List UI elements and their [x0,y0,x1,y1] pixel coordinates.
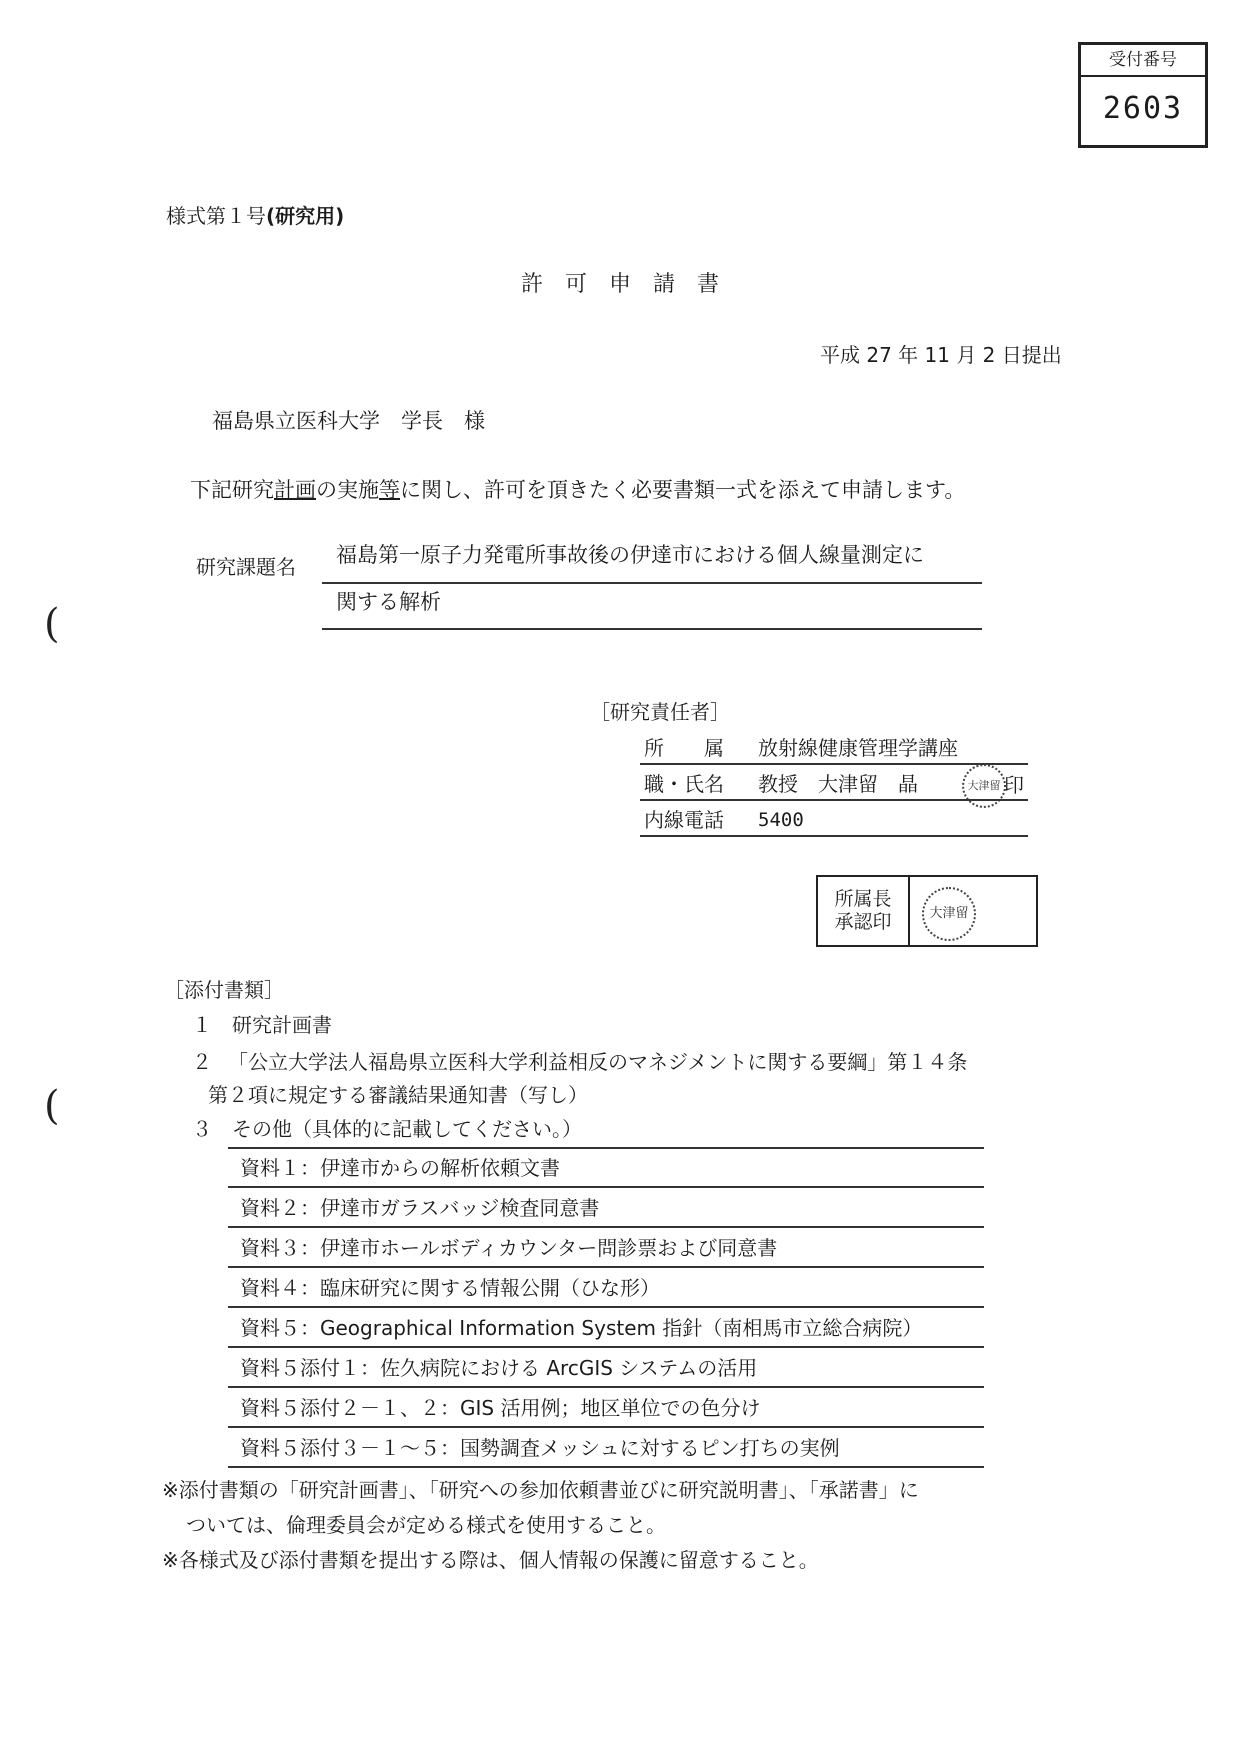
intro-plan: 計画 [274,478,316,502]
attachment-3-number: ３ [192,1117,212,1141]
other-attachment-text: 資料５添付１：佐久病院における ArcGIS システムの活用 [240,1356,758,1380]
research-title-line1: 福島第一原子力発電所事故後の伊達市における個人線量測定に [336,543,924,567]
other-attachment-row [228,1268,984,1308]
affiliation-value: 放射線健康管理学講座 [758,736,958,760]
phone-label: 内線電話 [644,808,724,832]
other-attachment-text: 資料２：伊達市ガラスバッジ検査同意書 [240,1196,600,1220]
affiliation-rule [640,763,1028,765]
attachment-2-line2: 第２項に規定する審議結果通知書（写し） [208,1083,588,1107]
other-attachment-text: 資料１：伊達市からの解析依頼文書 [240,1156,560,1180]
attachments-heading: ［添付書類］ [164,978,284,1002]
note-1-line2: ついては、倫理委員会が定める様式を使用すること。 [186,1513,666,1537]
attachment-3-text: その他（具体的に記載してください。） [232,1117,582,1141]
receipt-number: 2603 [1102,91,1184,126]
intro-before: 下記研究 [190,478,274,502]
document-title: 許 可 申 請 書 [520,272,719,297]
receipt-number-box [1078,42,1208,148]
addressee: 福島県立医科大学 学長 様 [212,409,485,433]
name-value: 教授 大津留 晶 [758,772,918,796]
phone-value: 5400 [758,809,804,831]
intro-after: に関し、許可を頂きたく必要書類一式を添えて申請します。 [400,478,966,502]
note-2: ※各様式及び添付書類を提出する際は、個人情報の保護に留意すること。 [162,1548,819,1572]
attachment-1-number: １ [192,1013,212,1037]
seal-char: 印 [1004,773,1024,797]
attachment-2-number: ２ [192,1050,212,1074]
phone-rule [640,835,1028,837]
approval-label-line1: 所属長 [834,888,892,911]
other-attachment-text: 資料５添付３－１～５：国勢調査メッシュに対するピン打ちの実例 [240,1436,840,1460]
receipt-number-label: 受付番号 [1081,45,1205,77]
research-title-line2: 関する解析 [336,590,441,614]
punch-hole-mark: ( [44,1083,60,1129]
approval-label-line2: 承認印 [834,911,892,933]
form-id-type: (研究用) [266,204,345,228]
other-attachment-row [228,1308,984,1348]
intro-middle: の実施 [316,478,379,502]
intro-statement [190,478,965,503]
other-attachment-row [228,1188,984,1228]
other-attachment-text: 資料５添付２－１、２：GIS 活用例；地区単位での色分け [240,1396,761,1420]
other-attachment-text: 資料５：Geographical Information System 指針（南相馬市立総合病院） [240,1316,923,1340]
attachment-1-text: 研究計画書 [232,1013,332,1037]
research-title-rule-1 [322,582,982,584]
other-attachment-row [228,1388,984,1428]
attachment-2-line1: 「公立大学法人福島県立医科大学利益相反のマネジメントに関する要綱」第１４条 [228,1050,968,1074]
other-attachment-row [228,1348,984,1388]
affiliation-label: 所 属 [644,736,724,760]
investigator-seal: 大津留 [962,764,1006,808]
intro-etc: 等 [379,478,400,502]
other-attachment-row [228,1228,984,1268]
other-attachment-text: 資料４：臨床研究に関する情報公開（ひな形） [240,1276,660,1300]
research-title-label: 研究課題名 [196,555,296,579]
supervisor-approval-box [816,875,1038,947]
submission-date: 平成 27 年 11 月 2 日提出 [820,343,1062,367]
name-label: 職・氏名 [644,772,724,796]
approval-seal: 大津留 [922,887,976,941]
form-id [166,204,344,228]
other-attachment-row [228,1428,984,1468]
approval-label-cell [818,877,910,945]
research-title-rule-2 [322,628,982,630]
name-rule [640,799,1028,801]
form-id-prefix: 様式第１号 [166,204,266,228]
other-attachment-text: 資料３：伊達市ホールボディカウンター問診票および同意書 [240,1236,778,1260]
investigator-heading: ［研究責任者］ [590,700,730,724]
other-attachment-row [228,1148,984,1188]
punch-hole-mark: ( [44,601,60,647]
note-1-line1: ※添付書類の「研究計画書」、「研究への参加依頼書並びに研究説明書」、「承諾書」に [162,1478,919,1502]
